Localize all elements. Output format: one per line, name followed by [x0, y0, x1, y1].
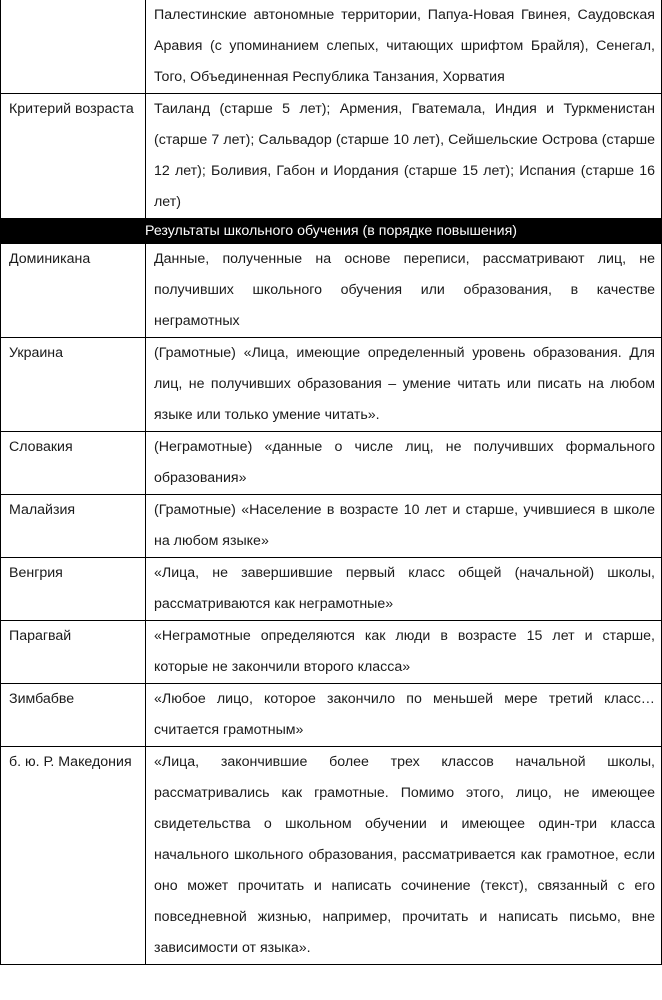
table-row [1, 684, 662, 747]
table-row [1, 495, 662, 558]
definition-cell: (Грамотные) «Лица, имеющие определенный уровень образования. Для лиц, не получивших образования – умение читать или писать на любом языке или только умение читать». [146, 338, 662, 432]
table-row [1, 432, 662, 495]
definition-cell: «Любое лицо, которое закончило по меньшей мере третий класс… считается грамотным» [146, 684, 662, 747]
definition-cell: (Грамотные) «Население в возрасте 10 лет и старше, учившиеся в школе на любом языке» [146, 495, 662, 558]
section-header-row [1, 219, 662, 244]
table-row [1, 621, 662, 684]
definition-cell: (Неграмотные) «данные о числе лиц, не получивших формального образования» [146, 432, 662, 495]
table-row [1, 244, 662, 338]
criterion-cell: Критерий возраста [1, 94, 146, 219]
definition-cell: «Лица, не завершившие первый класс общей (начальной) школы, рассматриваются как неграмотные» [146, 558, 662, 621]
table-row [1, 94, 662, 219]
definition-cell: Палестинские автономные территории, Папуа-Новая Гвинея, Саудовская Аравия (с упоминанием слепых, читающих шрифтом Брайля), Сенегал, Того, Объединенная Республика Танзания, Хорватия [146, 0, 662, 94]
country-cell: Зимбабве [1, 684, 146, 747]
definition-cell: Таиланд (старше 5 лет); Армения, Гватемала, Индия и Туркменистан (старше 7 лет); Сальвадор (старше 10 лет), Сейшельские Острова (старше 12 лет); Боливия, Габон и Иордания (старше 15 лет); Испания (старше 16 лет) [146, 94, 662, 219]
country-cell: Словакия [1, 432, 146, 495]
definition-cell: «Неграмотные определяются как люди в возрасте 15 лет и старше, которые не закончили второго класса» [146, 621, 662, 684]
country-cell: Украина [1, 338, 146, 432]
definition-cell: «Лица, закончившие более трех классов начальной школы, рассматривались как грамотные. Помимо этого, лицо, не имеющее свидетельства о школьном обучении и имеющее один-три класса начального школьного образования, рассматривается как грамотное, если оно может прочитать и написать сочинение (текст), связанный с его повседневной жизнью, например, прочитать и написать письмо, вне зависимости от языка». [146, 747, 662, 965]
country-cell: Венгрия [1, 558, 146, 621]
country-cell [1, 0, 146, 94]
country-cell: б. ю. Р. Македония [1, 747, 146, 965]
table-row [1, 0, 662, 94]
country-cell: Парагвай [1, 621, 146, 684]
country-cell: Доминикана [1, 244, 146, 338]
table-row [1, 338, 662, 432]
table-row [1, 558, 662, 621]
country-cell: Малайзия [1, 495, 146, 558]
definition-cell: Данные, полученные на основе переписи, рассматривают лиц, не получивших школьного обучения или образования, в качестве неграмотных [146, 244, 662, 338]
table-row [1, 747, 662, 965]
section-header: Результаты школьного обучения (в порядке повышения) [1, 219, 662, 244]
